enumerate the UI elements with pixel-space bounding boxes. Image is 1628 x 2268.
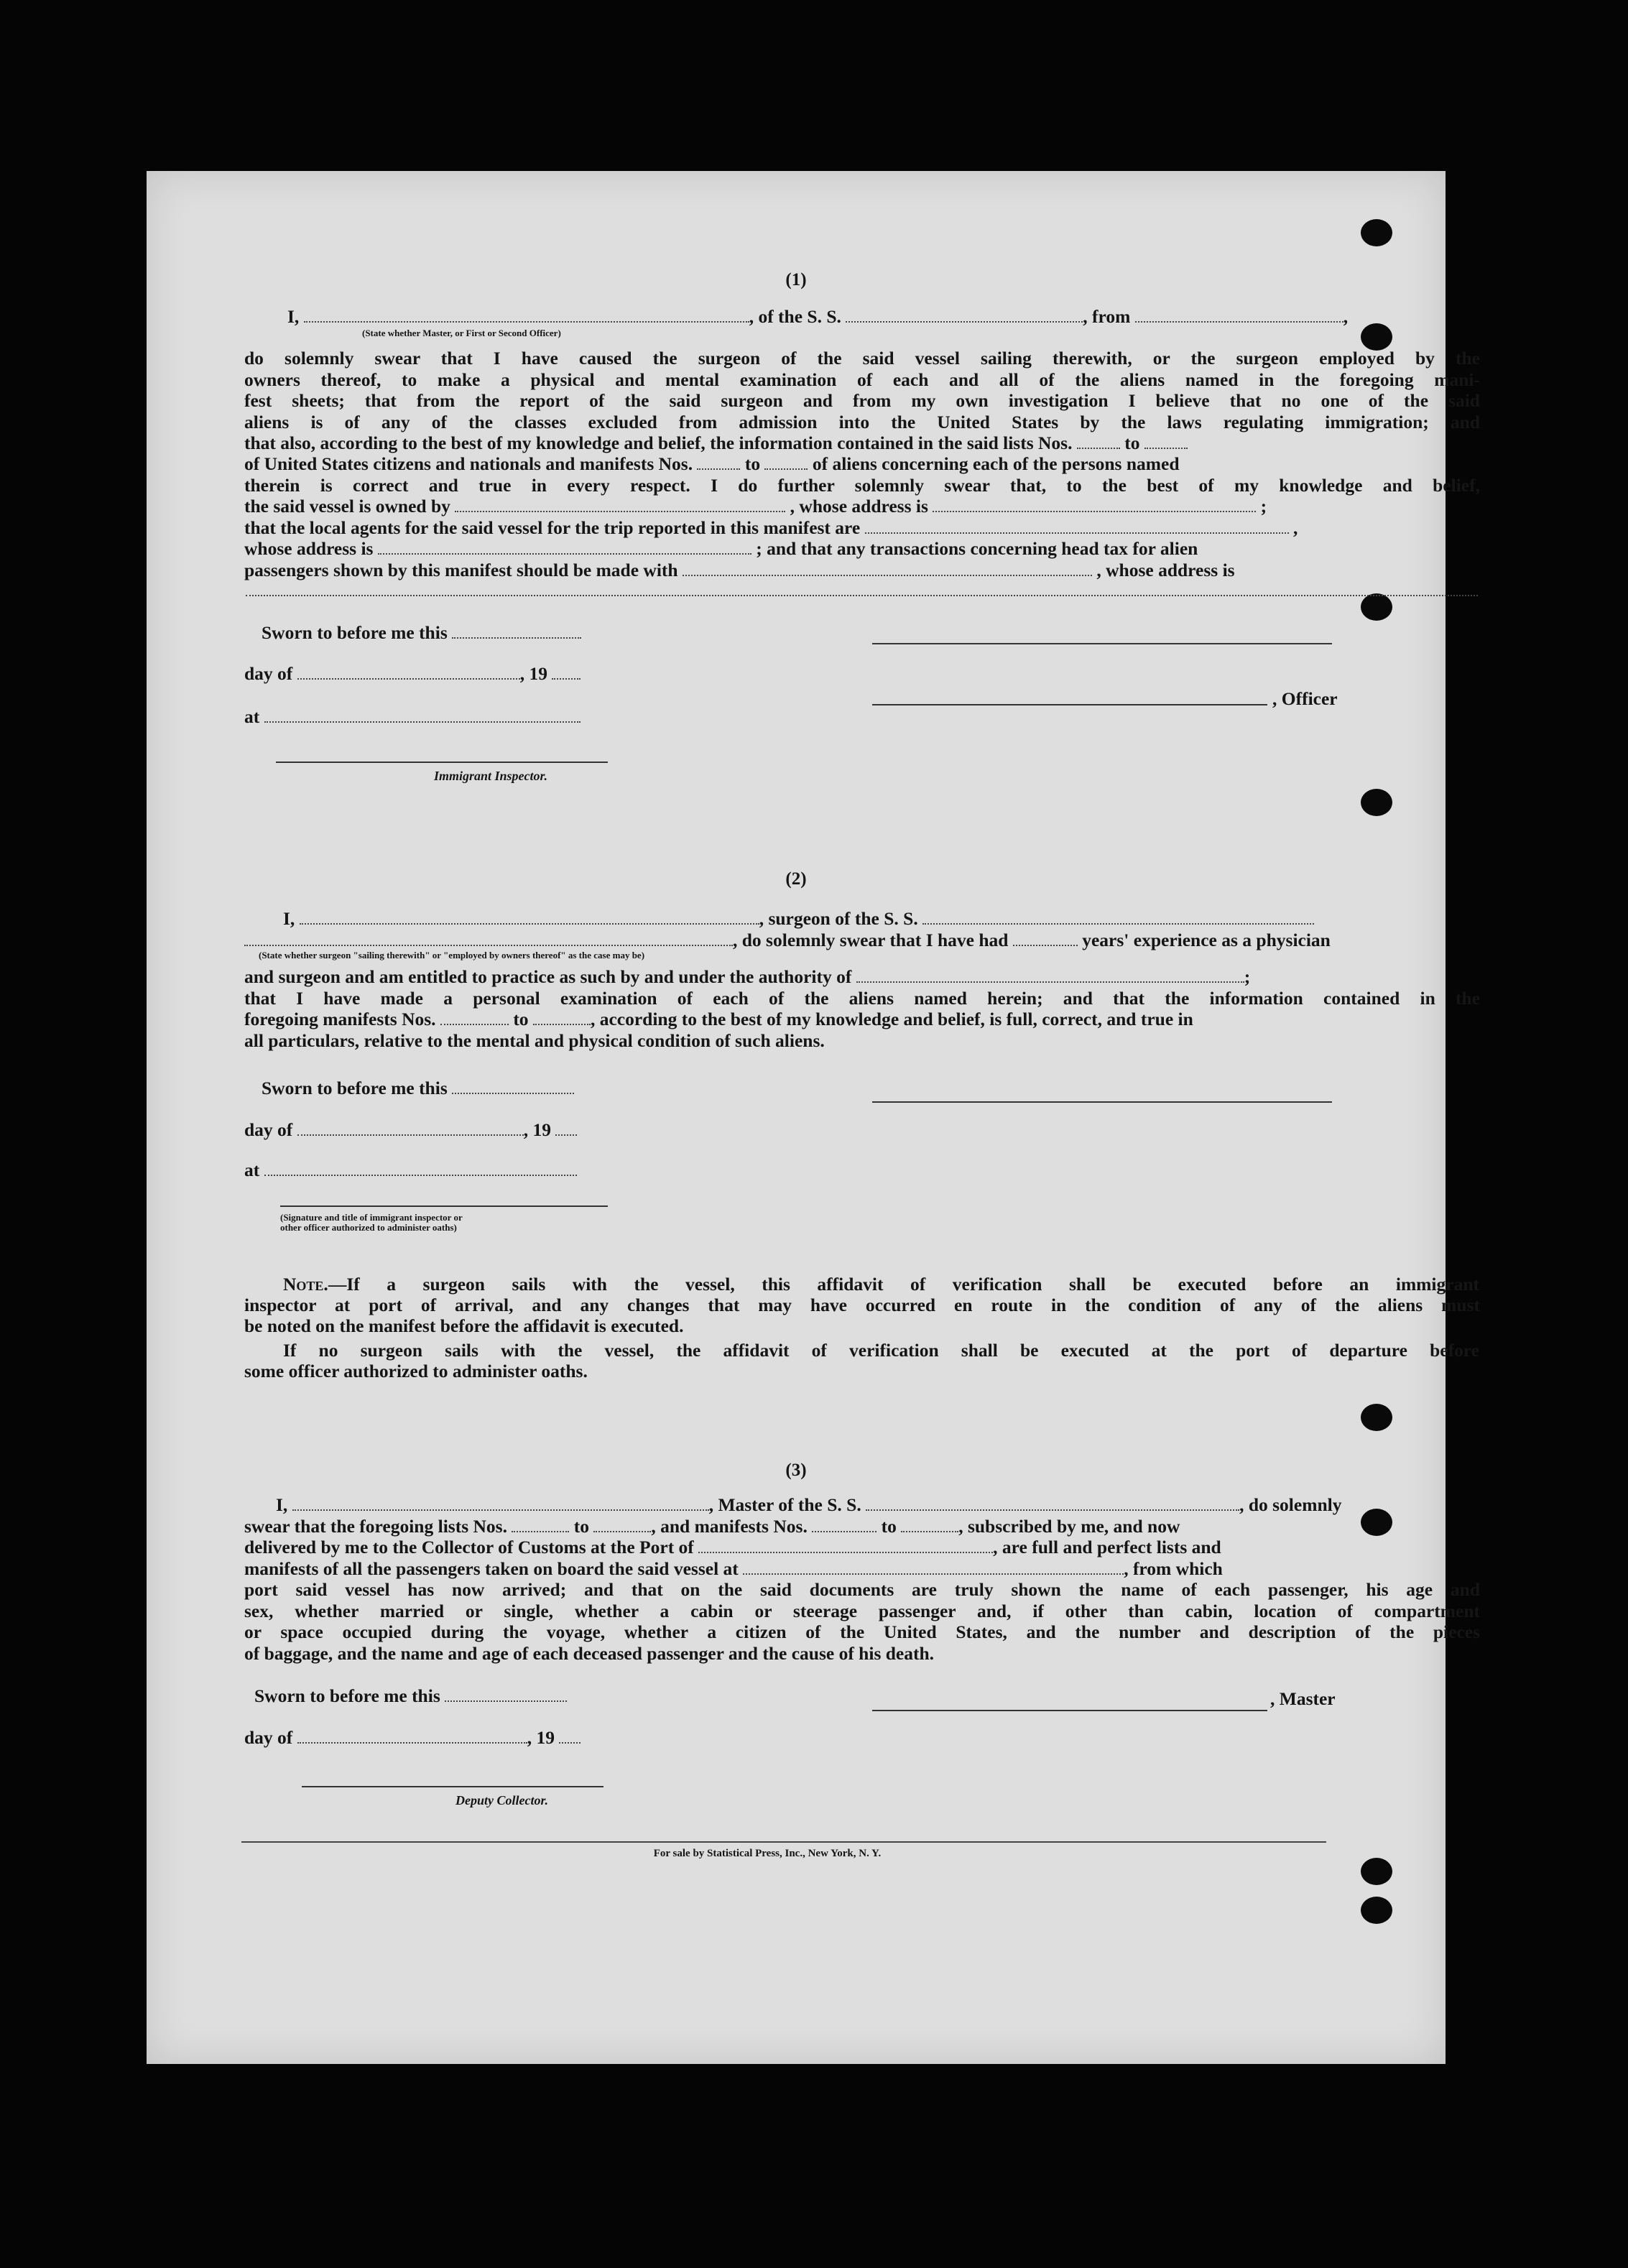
s2-line4: that I have made a personal examination of each of the aliens named herein; and that the information contained in the	[244, 988, 1480, 1009]
s1-para-line: owners thereof, to make a physical and mental examination of each and all of the aliens named in the foregoing mani-	[244, 369, 1480, 390]
note-line: Note.—If a surgeon sails with the vessel, this affidavit of verification shall be executed before an immigrant	[283, 1274, 1479, 1295]
s1-line9: the said vessel is owned by , whose address is ;	[244, 496, 1267, 517]
s1-dotted-line	[246, 595, 1478, 596]
note-line: If no surgeon sails with the vessel, the affidavit of verification shall be executed at the port of departure before	[283, 1340, 1479, 1361]
s1-line12: passengers shown by this manifest should be made with , whose address is	[244, 560, 1235, 580]
s2-signature-line	[872, 1100, 1332, 1103]
s3-day: day of , 19	[244, 1727, 1480, 1749]
s2-day: day of , 19	[244, 1119, 1480, 1141]
s1-day: day of , 19	[244, 663, 1480, 685]
s3-line2: swear that the foregoing lists Nos. to , and manifests Nos. to , subscribed by me, and now	[244, 1516, 1180, 1537]
s3-line4: manifests of all the passengers taken on board the said vessel at , from which	[244, 1558, 1223, 1579]
s3-para-line: port said vessel has now arrived; and that on the said documents are truly shown the name of each passenger, his age and	[244, 1579, 1480, 1600]
s1-line1: I, , of the S. S. , from ,	[287, 306, 1349, 327]
s2-sworn: Sworn to before me this	[262, 1078, 1497, 1099]
s3-collector-line	[302, 1785, 603, 1787]
s1-para-line: aliens is of any of the classes excluded from admission into the United States by the laws regulating immigration; and	[244, 412, 1480, 432]
s3-sworn: Sworn to before me this	[254, 1685, 1490, 1707]
s2-caption: (State whether surgeon "sailing therewith" or "employed by owners thereof" as the case may be)	[259, 950, 645, 961]
s2-signature-title-line	[280, 1204, 608, 1207]
s3-collector-caption: Deputy Collector.	[455, 1793, 548, 1808]
s1-inspector-caption: Immigrant Inspector.	[434, 769, 548, 783]
s1-para-line: fest sheets; that from the report of the said surgeon and from my own investigation I believe that no one of the said	[244, 390, 1480, 411]
manifest-page	[147, 171, 1480, 2064]
s1-officer-label: , Officer	[1272, 688, 1338, 709]
s2-at: at	[244, 1160, 1480, 1181]
s2-line5: foregoing manifests Nos. to , according to the best of my knowledge and belief, is full, correct, and true in	[244, 1009, 1193, 1029]
s1-para-line: do solemnly swear that I have caused the surgeon of the said vessel sailing therewith, or the surgeon employed by the	[244, 348, 1480, 369]
note-line: some officer authorized to administer oaths.	[244, 1361, 588, 1381]
s1-sworn: Sworn to before me this	[262, 622, 1497, 644]
s3-line1: I, , Master of the S. S. , do solemnly	[276, 1494, 1342, 1515]
note-line: inspector at port of arrival, and any changes that may have occurred en route in the condition of any of the aliens must	[244, 1295, 1480, 1315]
s3-para-line: of baggage, and the name and age of each deceased passenger and the cause of his death.	[244, 1643, 935, 1664]
s2-line2: , do solemnly swear that I have had years' experience as a physician	[244, 930, 1480, 951]
note-line: be noted on the manifest before the affidavit is executed.	[244, 1315, 684, 1336]
s1-inspector-line	[276, 760, 608, 763]
s3-para-line: or space occupied during the voyage, whether a citizen of the United States, and the number and description of the pieces	[244, 1621, 1480, 1642]
s1-line10: that the local agents for the said vessel for the trip reported in this manifest are ,	[244, 517, 1298, 538]
section-1-heading: (1)	[785, 270, 807, 290]
s1-line8: therein is correct and true in every respect. I do further solemnly swear that, to the best of my knowledge and belief,	[244, 475, 1480, 496]
s2-line3: and surgeon and am entitled to practice as such by and under the authority of ;	[244, 966, 1251, 987]
footer-rule	[241, 1841, 1326, 1843]
s1-officer-signature-line	[872, 642, 1332, 644]
s1-caption: (State whether Master, or First or Second Officer)	[362, 328, 561, 338]
s1-line11: whose address is ; and that any transactions concerning head tax for alien	[244, 538, 1198, 559]
section-3-heading: (3)	[785, 1461, 807, 1480]
s2-line6: all particulars, relative to the mental and physical condition of such aliens.	[244, 1030, 825, 1051]
affidavit-text	[147, 171, 1480, 2064]
footer-printer: For sale by Statistical Press, Inc., New York, N. Y.	[653, 1848, 882, 1859]
s3-line3: delivered by me to the Collector of Customs at the Port of , are full and perfect lists and	[244, 1537, 1221, 1557]
s3-master-label: , Master	[1270, 1688, 1336, 1709]
s1-line6: that also, according to the best of my knowledge and belief, the information contained in the said lists Nos. to	[244, 432, 1480, 454]
s3-master-line	[872, 1708, 1267, 1711]
s1-line7: of United States citizens and nationals and manifests Nos. to of aliens concerning each of the persons named	[244, 453, 1180, 474]
s1-at: at	[244, 706, 1480, 728]
s2-sig-caption: (Signature and title of immigrant inspector or other officer authorized to administer oaths)	[280, 1212, 463, 1233]
section-2-heading: (2)	[785, 869, 807, 889]
s1-officer-line	[872, 703, 1267, 705]
s3-para-line: sex, whether married or single, whether a cabin or steerage passenger and, if other than cabin, location of compartment	[244, 1601, 1480, 1621]
s2-line1: I, , surgeon of the S. S.	[283, 908, 1519, 930]
